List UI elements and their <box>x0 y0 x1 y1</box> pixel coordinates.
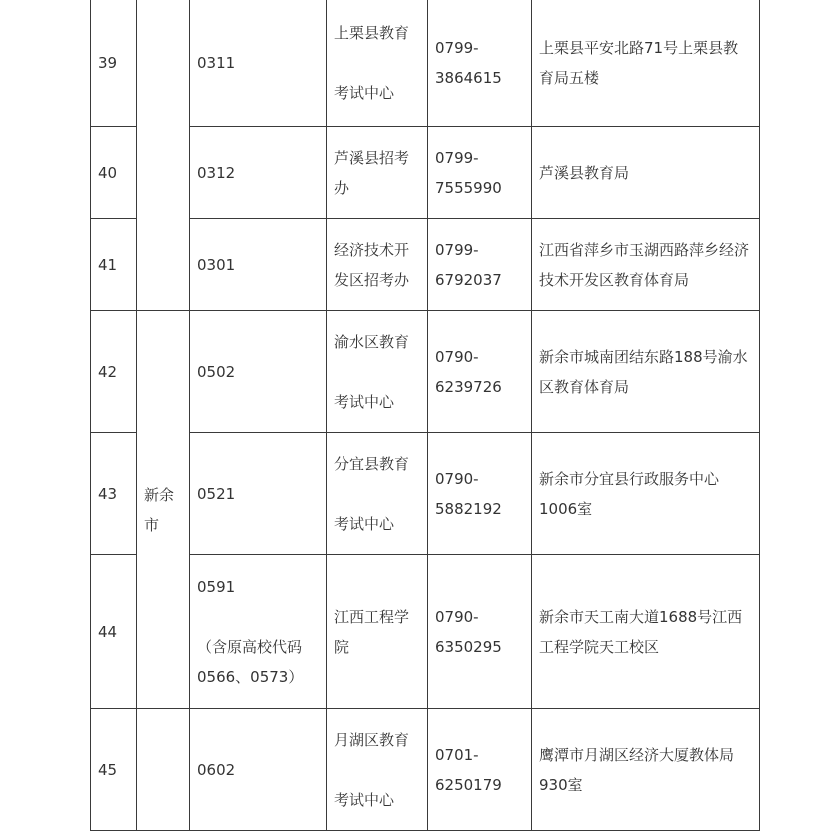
name-cell: 月湖区教育 考试中心 <box>327 709 428 831</box>
address-cell: 新余市分宜县行政服务中心 1006室 <box>532 433 760 555</box>
city-cell: 新余 市 <box>137 311 190 709</box>
name-cell: 渝水区教育 考试中心 <box>327 311 428 433</box>
name-cell: 分宜县教育 考试中心 <box>327 433 428 555</box>
address-cell: 上栗县平安北路71号上栗县教 育局五楼 <box>532 0 760 127</box>
row-number: 40 <box>91 127 137 219</box>
code-cell: 0312 <box>190 127 327 219</box>
row-number: 42 <box>91 311 137 433</box>
row-number: 43 <box>91 433 137 555</box>
tel-cell: 0790- 5882192 <box>428 433 532 555</box>
tel-cell: 0790- 6239726 <box>428 311 532 433</box>
table-row <box>91 127 760 219</box>
tel-cell: 0799- 6792037 <box>428 219 532 311</box>
address-cell: 鹰潭市月湖区经济大厦教体局 930室 <box>532 709 760 831</box>
address-cell: 新余市城南团结东路188号渝水 区教育体育局 <box>532 311 760 433</box>
code-cell: 0502 <box>190 311 327 433</box>
code-cell: 0591 （含原高校代码 0566、0573） <box>190 555 327 709</box>
table-row <box>91 433 760 555</box>
tel-cell: 0799- 7555990 <box>428 127 532 219</box>
code-cell: 0311 <box>190 0 327 127</box>
city-cell <box>137 709 190 831</box>
code-cell: 0602 <box>190 709 327 831</box>
name-cell: 芦溪县招考 办 <box>327 127 428 219</box>
table-row <box>91 219 760 311</box>
table-row <box>91 311 760 433</box>
tel-cell: 0799- 3864615 <box>428 0 532 127</box>
schools-table <box>90 0 760 831</box>
address-cell: 江西省萍乡市玉湖西路萍乡经济 技术开发区教育体育局 <box>532 219 760 311</box>
city-cell <box>137 0 190 311</box>
row-number: 44 <box>91 555 137 709</box>
row-number: 41 <box>91 219 137 311</box>
code-cell: 0521 <box>190 433 327 555</box>
name-cell: 上栗县教育 考试中心 <box>327 0 428 127</box>
row-number: 39 <box>91 0 137 127</box>
address-cell: 新余市天工南大道1688号江西 工程学院天工校区 <box>532 555 760 709</box>
tel-cell: 0790- 6350295 <box>428 555 532 709</box>
name-cell: 江西工程学 院 <box>327 555 428 709</box>
code-cell: 0301 <box>190 219 327 311</box>
table-row <box>91 555 760 709</box>
row-number: 45 <box>91 709 137 831</box>
table-row <box>91 0 760 127</box>
table-row <box>91 709 760 831</box>
name-cell: 经济技术开 发区招考办 <box>327 219 428 311</box>
address-cell: 芦溪县教育局 <box>532 127 760 219</box>
tel-cell: 0701- 6250179 <box>428 709 532 831</box>
